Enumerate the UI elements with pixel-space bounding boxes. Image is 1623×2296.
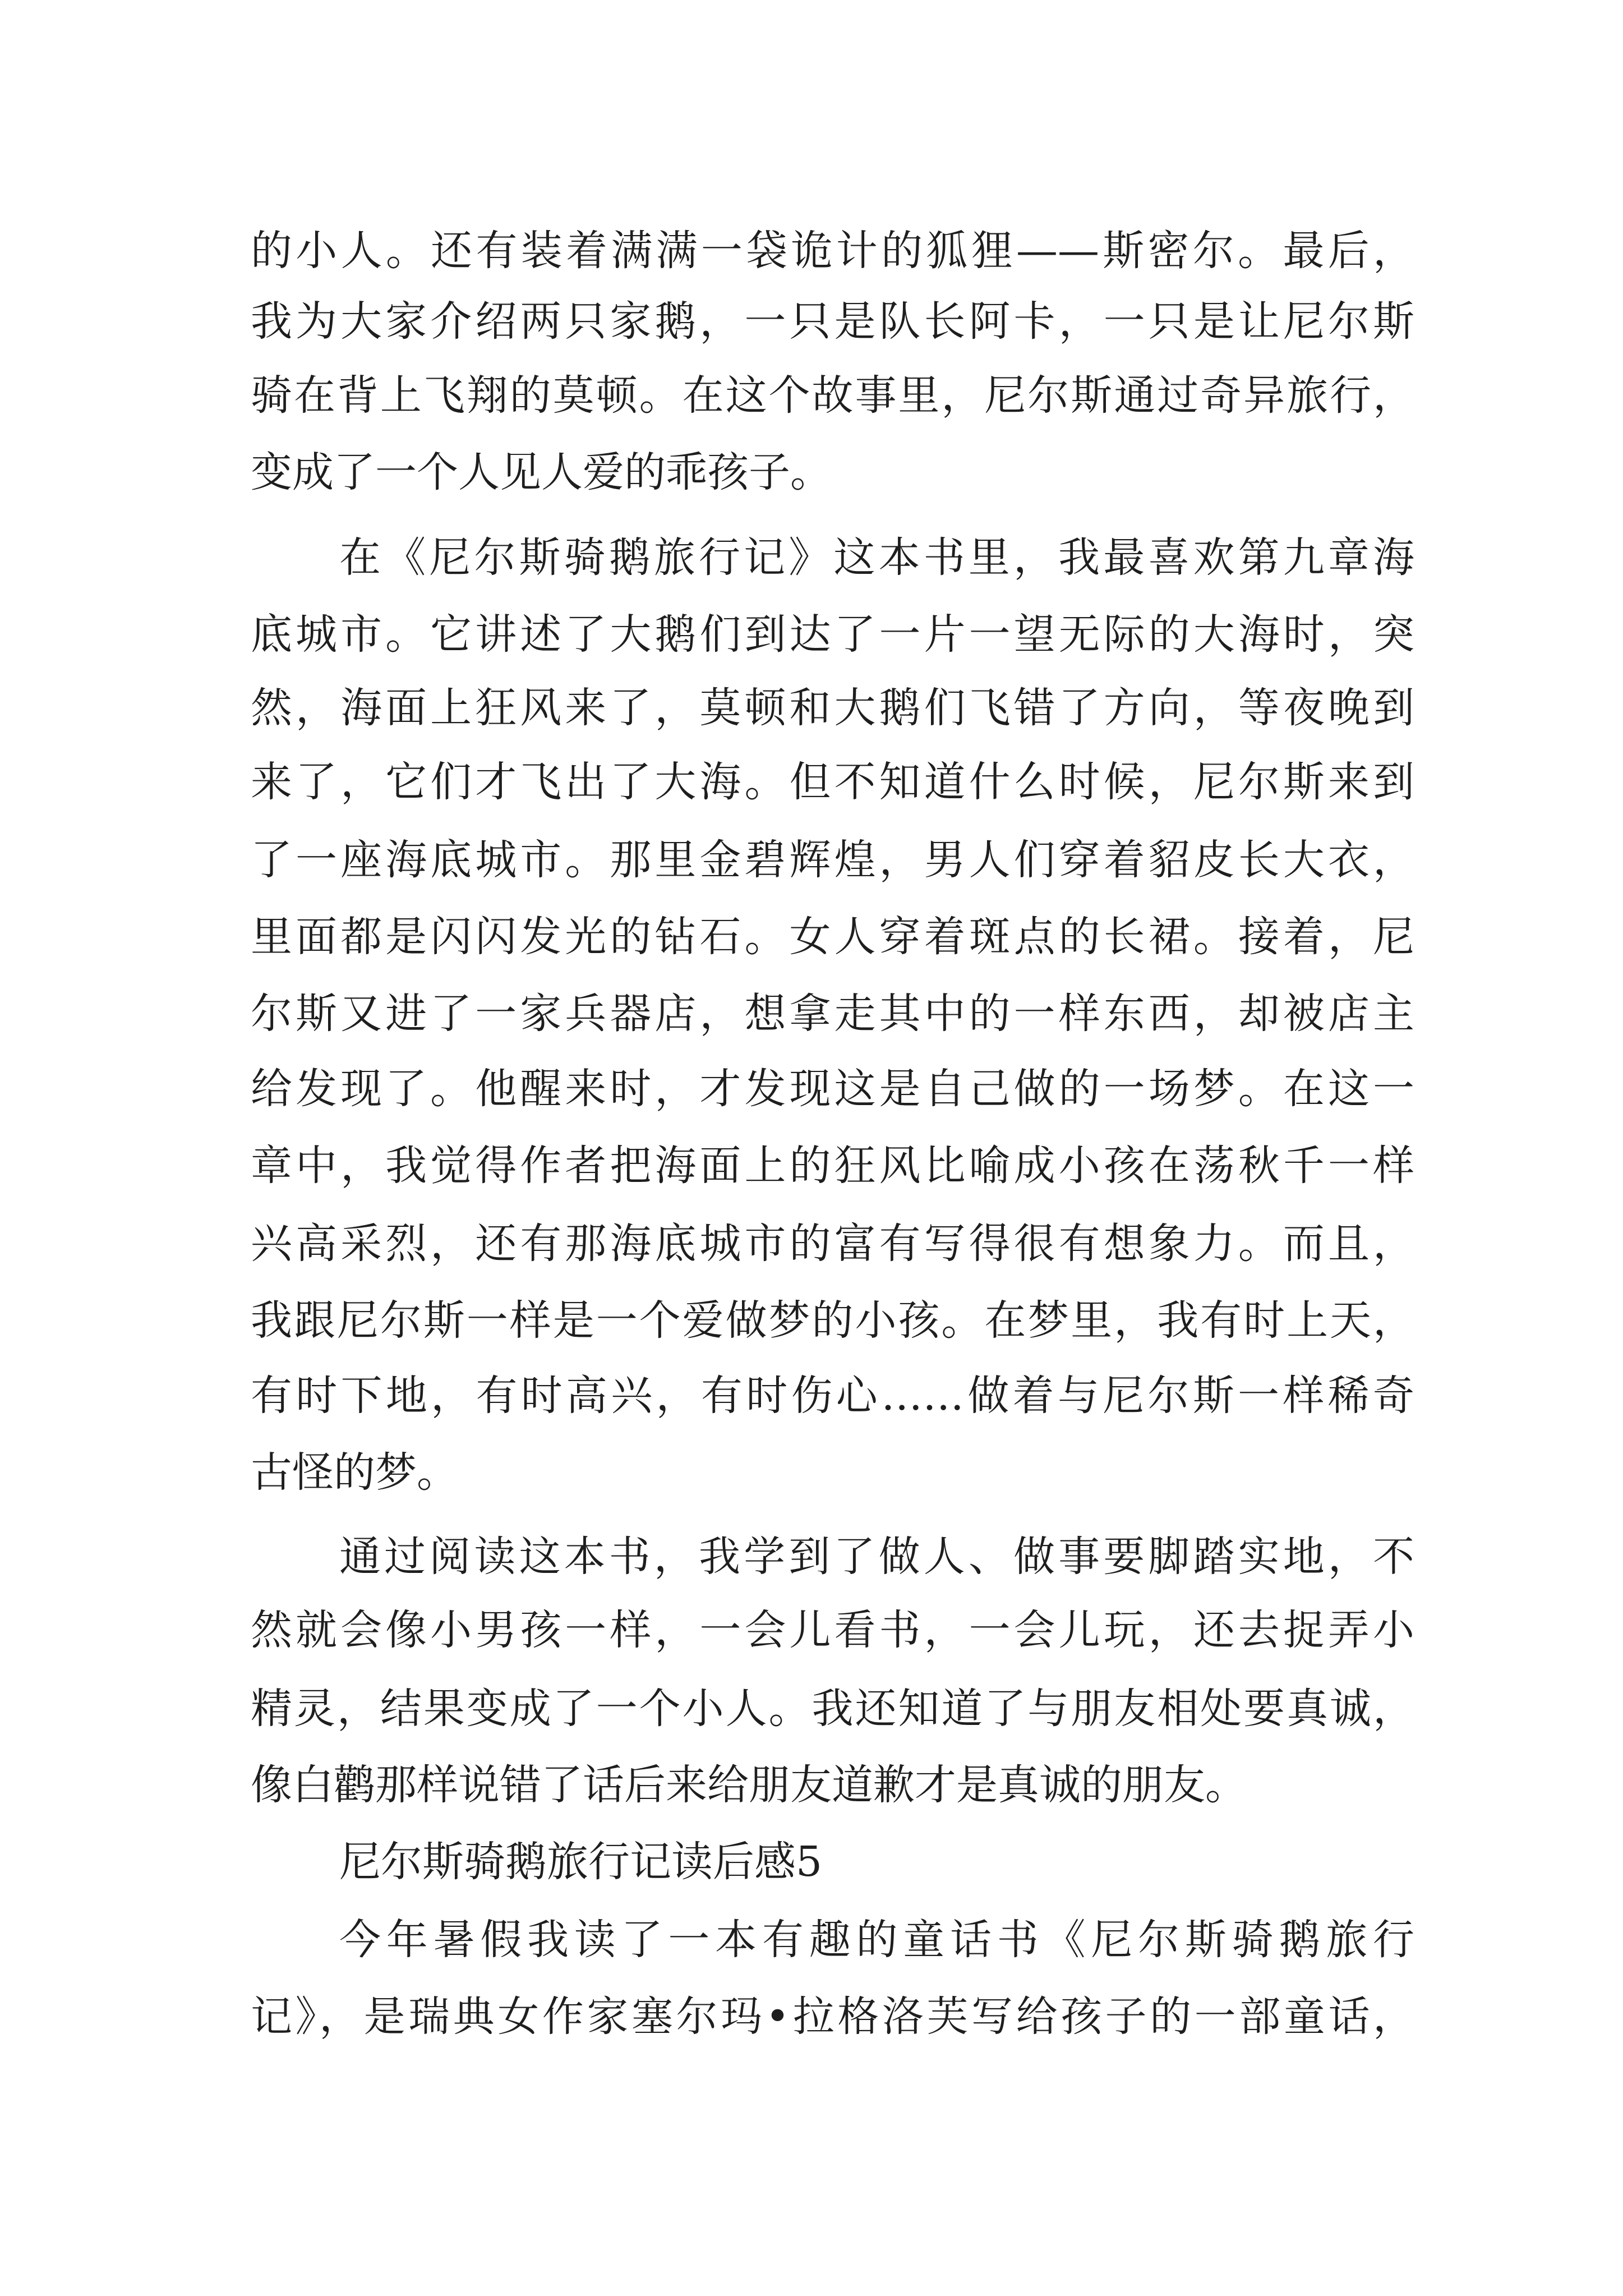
text-line: 里面都是闪闪发光的钻石。女人穿着斑点的长裙。接着，尼 bbox=[251, 913, 1414, 961]
text-line: 来了，它们才飞出了大海。但不知道什么时候，尼尔斯来到 bbox=[251, 758, 1414, 806]
text-line: 底城市。它讲述了大鹅们到达了一片一望无际的大海时，突 bbox=[251, 610, 1414, 659]
text-line: 在《尼尔斯骑鹅旅行记》这本书里，我最喜欢第九章海 bbox=[339, 533, 1414, 582]
text-line: 然就会像小男孩一样，一会儿看书，一会儿玩，还去捉弄小 bbox=[251, 1606, 1414, 1654]
text-line: 兴高采烈，还有那海底城市的富有写得很有想象力。而且， bbox=[251, 1220, 1414, 1268]
section-heading: 尼尔斯骑鹅旅行记读后感5 bbox=[339, 1838, 823, 1886]
text-line: 通过阅读这本书，我学到了做人、做事要脚踏实地，不 bbox=[339, 1533, 1414, 1581]
text-line: 尔斯又进了一家兵器店，想拿走其中的一样东西，却被店主 bbox=[251, 990, 1414, 1038]
text-line: 我跟尼尔斯一样是一个爱做梦的小孩。在梦里，我有时上天， bbox=[251, 1296, 1414, 1345]
text-line: 给发现了。他醒来时，才发现这是自己做的一场梦。在这一 bbox=[251, 1065, 1414, 1113]
text-line: 骑在背上飞翔的莫顿。在这个故事里，尼尔斯通过奇异旅行， bbox=[251, 371, 1414, 420]
text-line: 有时下地，有时高兴，有时伤心……做着与尼尔斯一样稀奇 bbox=[251, 1372, 1414, 1420]
text-line: 变成了一个人见人爱的乖孩子。 bbox=[251, 448, 832, 496]
text-line: 古怪的梦。 bbox=[251, 1448, 458, 1497]
text-line: 然，海面上狂风来了，莫顿和大鹅们飞错了方向，等夜晚到 bbox=[251, 684, 1414, 732]
text-line: 精灵，结果变成了一个小人。我还知道了与朋友相处要真诚， bbox=[251, 1685, 1414, 1733]
text-line: 的小人。还有装着满满一袋诡计的狐狸——斯密尔。最后， bbox=[251, 227, 1414, 275]
text-line: 记》，是瑞典女作家塞尔玛•拉格洛芙写给孩子的一部童话， bbox=[251, 1993, 1414, 2041]
text-line: 今年暑假我读了一本有趣的童话书《尼尔斯骑鹅旅行 bbox=[339, 1916, 1414, 1964]
text-line: 了一座海底城市。那里金碧辉煌，男人们穿着貂皮长大衣， bbox=[251, 836, 1414, 884]
text-line: 像白鹳那样说错了话后来给朋友道歉才是真诚的朋友。 bbox=[251, 1761, 1247, 1809]
text-line: 章中，我觉得作者把海面上的狂风比喻成小孩在荡秋千一样 bbox=[251, 1142, 1414, 1190]
text-line: 我为大家介绍两只家鹅，一只是队长阿卡，一只是让尼尔斯 bbox=[251, 297, 1414, 346]
